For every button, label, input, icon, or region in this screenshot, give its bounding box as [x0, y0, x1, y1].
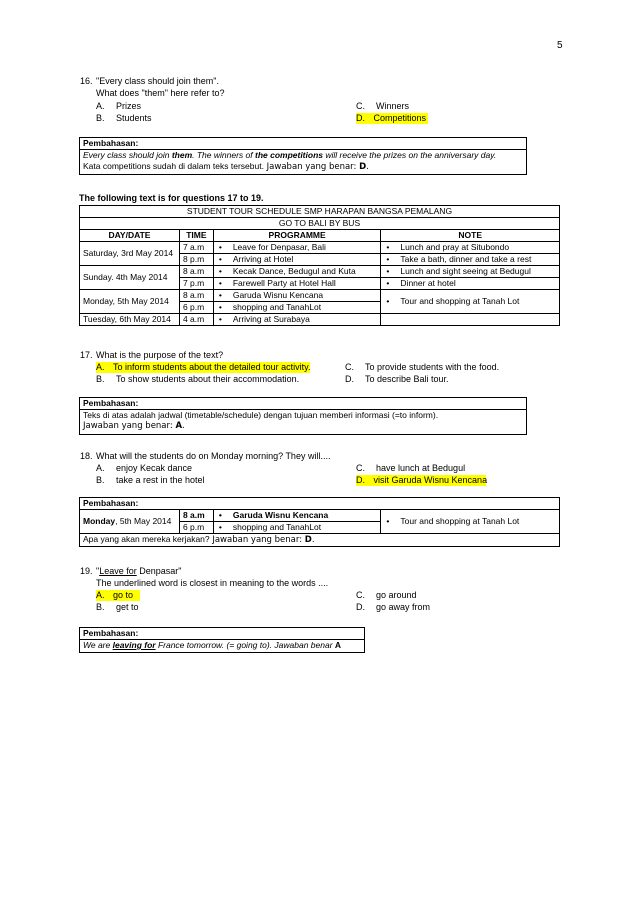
q19-option-a-highlight: [96, 590, 140, 601]
q17-option-d: To describe Bali tour.: [365, 374, 449, 384]
q16-pembahasan-box: [79, 137, 527, 175]
row-programme: • Leave for Denpasar, Bali: [213, 242, 381, 254]
row-time: 7 a.m: [179, 242, 213, 254]
q17-option-a-highlight: [96, 362, 310, 373]
q16-option-d-letter: D.: [356, 113, 365, 123]
row-programme: • shopping and TanahLot: [213, 302, 381, 314]
q18-option-c-letter: C.: [356, 463, 365, 473]
q19-option-d: go away from: [376, 602, 431, 612]
q19-number: 19.: [80, 566, 93, 576]
row-time: 7 p.m: [179, 278, 213, 290]
q18-option-d-highlight: [356, 475, 486, 486]
row-day: Monday, 5th May 2014: [80, 290, 180, 314]
q19-option-b: get to: [116, 602, 139, 612]
q19-quote: "Leave for Denpasar": [96, 566, 182, 576]
q16-pembahasan-line2: Kata competitions sudah di dalam teks tersebut. Jawaban yang benar: D.: [83, 161, 369, 172]
row-time: 6 p.m: [179, 302, 213, 314]
row-day: Sunday. 4th May 2014: [80, 266, 180, 290]
q19-pembahasan-title: Pembahasan:: [80, 628, 364, 640]
q18-time: 6 p.m: [179, 522, 213, 534]
q19-pembahasan-box: [79, 627, 365, 653]
row-programme: • Arriving at Surabaya: [213, 314, 381, 326]
q16-option-a-letter: A.: [96, 101, 105, 111]
q16-option-b: Students: [116, 113, 152, 123]
table-row: [80, 242, 560, 254]
row-programme: • Garuda Wisnu Kencana: [213, 290, 381, 302]
q17-number: 17.: [80, 350, 93, 360]
table-row: [80, 314, 560, 326]
row-programme: • Arriving at Hotel: [213, 254, 381, 266]
header-note: NOTE: [381, 230, 560, 242]
row-note-empty: [381, 314, 560, 326]
q17-pembahasan-title: Pembahasan:: [80, 398, 526, 410]
schedule-title2: GO TO BALI BY BUS: [80, 218, 560, 230]
q16-option-a: Prizes: [116, 101, 142, 111]
q19-option-d-letter: D.: [356, 602, 365, 612]
q18-option-a-letter: A.: [96, 463, 105, 473]
q18-option-a: enjoy Kecak dance: [116, 463, 193, 473]
row-day: Saturday, 3rd May 2014: [80, 242, 180, 266]
table-row: [80, 266, 560, 278]
q18-option-c: have lunch at Bedugul: [376, 463, 466, 473]
q17-option-c: To provide students with the food.: [365, 362, 500, 372]
row-note: • Lunch and sight seeing at Bedugul: [381, 266, 560, 278]
row-time: 8 a.m: [179, 290, 213, 302]
q18-note: • Tour and shopping at Tanah Lot: [381, 510, 560, 534]
q18-day: Monday, 5th May 2014: [80, 510, 180, 534]
q18-number: 18.: [80, 451, 93, 461]
q18-programme: • shopping and TanahLot: [213, 522, 380, 534]
q16-quote: "Every class should join them".: [96, 76, 219, 86]
q16-number: 16.: [80, 76, 93, 86]
q18-option-b: take a rest in the hotel: [116, 475, 205, 485]
row-time: 8 a.m: [179, 266, 213, 278]
row-time: 4 a.m: [179, 314, 213, 326]
q18-option-d-letter: D.: [356, 475, 365, 485]
q17-pembahasan-line2: Jawaban yang benar: A.: [83, 421, 185, 431]
q16-option-c: Winners: [376, 101, 410, 111]
q16-pembahasan-line1: Every class should join them. The winners of the competitions will receive the prizes on the anniversary day.: [83, 150, 497, 160]
q18-question: What will the students do on Monday morning? They will....: [96, 451, 331, 461]
q18-programme: • Garuda Wisnu Kencana: [213, 510, 380, 522]
row-note: • Dinner at hotel: [381, 278, 560, 290]
q19-option-a: go to: [113, 590, 134, 600]
q18-pembahasan-title: Pembahasan:: [80, 498, 560, 510]
q17-option-a: To inform students about the detailed tour activity.: [113, 362, 311, 372]
q19-pembahasan-line: We are leaving for France tomorrow. (= going to). Jawaban benar A: [83, 640, 342, 650]
q17-option-a-letter: A.: [96, 362, 105, 372]
page-number: 5: [557, 40, 563, 51]
row-time: 8 p.m: [179, 254, 213, 266]
row-programme: • Farewell Party at Hotel Hall: [213, 278, 381, 290]
q17-option-b: To show students about their accommodation.: [116, 374, 300, 384]
q19-question: The underlined word is closest in meaning to the words ....: [96, 578, 329, 588]
row-day: Tuesday, 6th May 2014: [80, 314, 180, 326]
header-time: TIME: [179, 230, 213, 242]
row-note: • Take a bath, dinner and take a rest: [381, 254, 560, 266]
q18-option-d: visit Garuda Wisnu Kencana: [373, 475, 488, 485]
text-intro: The following text is for questions 17 to 19.: [79, 193, 264, 203]
row-note: • Lunch and pray at Situbondo: [381, 242, 560, 254]
q16-pembahasan-title: Pembahasan:: [80, 138, 526, 150]
q17-pembahasan-line1: Teks di atas adalah jadwal (timetable/schedule) dengan tujuan memberi informasi (=to inform).: [83, 410, 439, 420]
header-programme: PROGRAMME: [213, 230, 381, 242]
q18-time: 8 a.m: [179, 510, 213, 522]
q19-option-b-letter: B.: [96, 602, 105, 612]
q16-option-c-letter: C.: [356, 101, 365, 111]
q17-question: What is the purpose of the text?: [96, 350, 224, 360]
q17-option-b-letter: B.: [96, 374, 105, 384]
q18-answer: Apa yang akan mereka kerjakan? Jawaban yang benar: D.: [80, 534, 560, 547]
q16-option-d: Competitions: [373, 113, 427, 123]
table-row: [80, 290, 560, 302]
q16-option-b-letter: B.: [96, 113, 105, 123]
row-note: • Tour and shopping at Tanah Lot: [381, 290, 560, 314]
q19-option-c-letter: C.: [356, 590, 365, 600]
row-programme: • Kecak Dance, Bedugul and Kuta: [213, 266, 381, 278]
schedule-table: [79, 205, 560, 326]
q16-option-d-highlight: [356, 113, 428, 124]
q19-option-a-letter: A.: [96, 590, 105, 600]
q18-pembahasan-table: [79, 497, 560, 547]
schedule-title1: STUDENT TOUR SCHEDULE SMP HARAPAN BANGSA PEMALANG: [80, 206, 560, 218]
q17-option-c-letter: C.: [345, 362, 354, 372]
q18-option-b-letter: B.: [96, 475, 105, 485]
q17-option-d-letter: D.: [345, 374, 354, 384]
q16-question: What does "them" here refer to?: [96, 88, 225, 98]
q19-option-c: go around: [376, 590, 417, 600]
q17-pembahasan-box: [79, 397, 527, 435]
header-day: DAY/DATE: [80, 230, 180, 242]
